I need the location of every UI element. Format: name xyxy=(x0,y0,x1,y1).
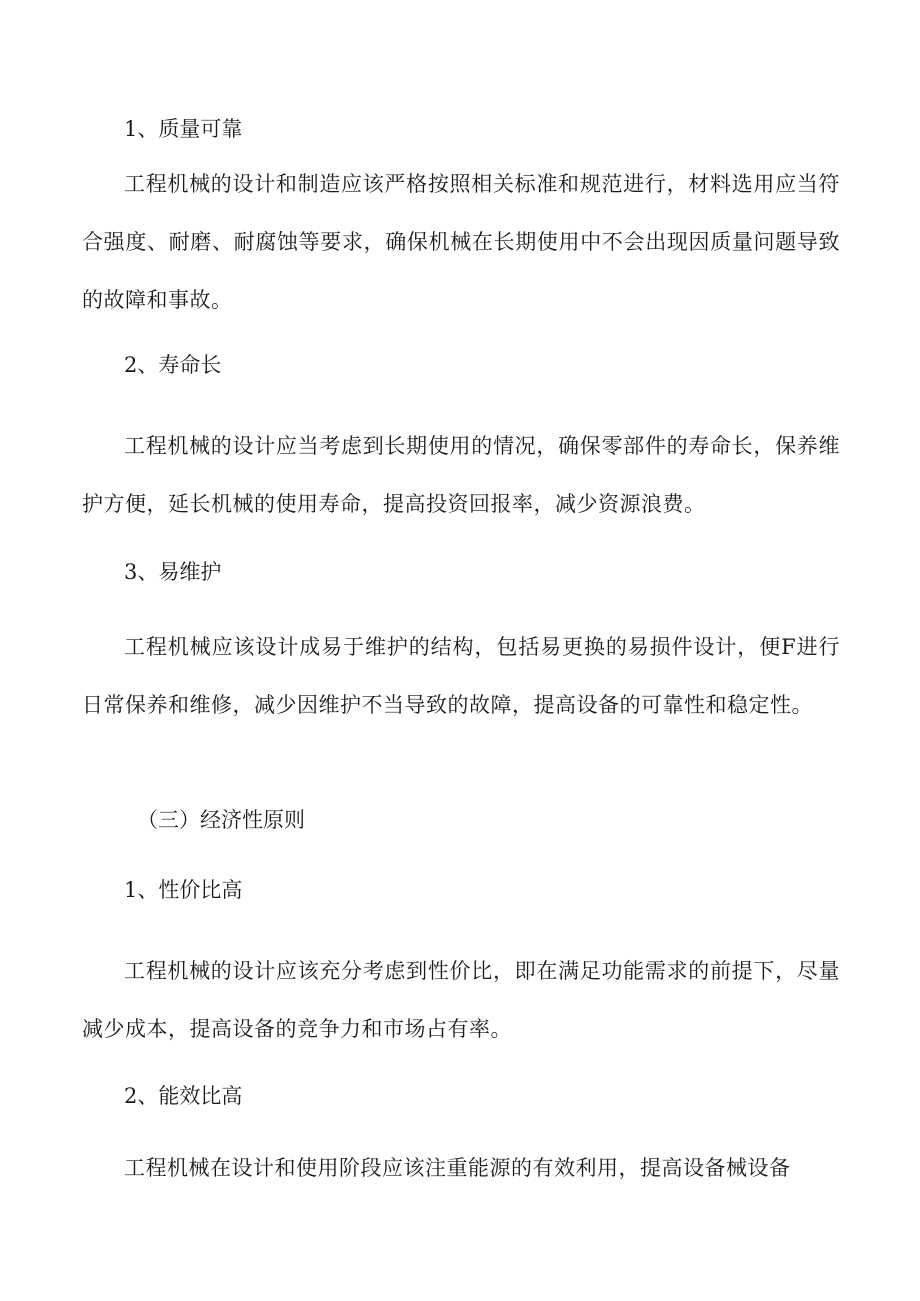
paragraph-long-lifespan: 工程机械的设计应当考虑到长期使用的情况，确保零部件的寿命长，保养维护方便，延长机械的使用寿命，提高投资回报率，减少资源浪费。 xyxy=(82,434,840,516)
paragraph-energy-efficiency: 工程机械在设计和使用阶段应该注重能源的有效利用，提高设备械设备 xyxy=(124,1156,791,1180)
heading-easy-maintenance: 3、易维护 xyxy=(124,560,222,584)
paragraph-cost-performance: 工程机械的设计应该充分考虑到性价比，即在满足功能需求的前提下，尽量减少成本，提高设备的竞争力和市场占有率。 xyxy=(82,959,840,1041)
heading-long-lifespan: 2、寿命长 xyxy=(124,353,222,377)
paragraph-quality-reliable: 工程机械的设计和制造应该严格按照相关标准和规范进行，材料选用应当符合强度、耐磨、耐腐蚀等要求，确保机械在长期使用中不会出现因质量问题导致的故障和事故。 xyxy=(82,172,840,312)
heading-energy-efficiency: 2、能效比高 xyxy=(124,1084,243,1108)
paragraph-easy-maintenance: 工程机械应该设计成易于维护的结构，包括易更换的易损件设计，便F进行日常保养和维修，减少因维护不当导致的故障，提高设备的可靠性和稳定性。 xyxy=(82,635,840,717)
heading-quality-reliable: 1、质量可靠 xyxy=(124,117,243,141)
heading-cost-performance: 1、性价比高 xyxy=(124,878,243,902)
section-title-economy-principle: （三）经济性原则 xyxy=(137,808,305,832)
